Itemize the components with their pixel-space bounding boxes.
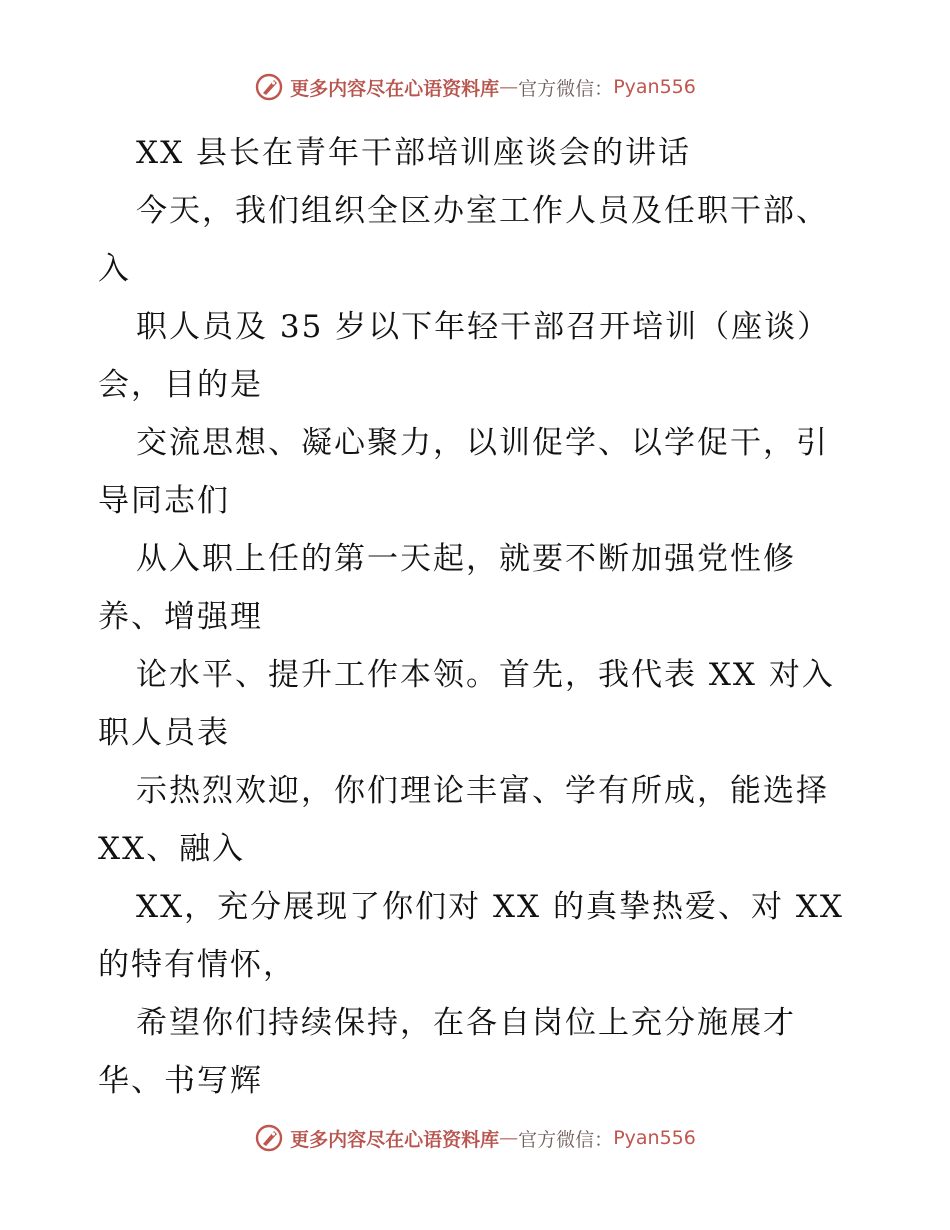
watermark-sub-text: 官方微信：	[518, 77, 614, 100]
watermark-dash: —	[499, 76, 519, 98]
watermark-main-text: 更多内容尽在心语资料库	[290, 1128, 500, 1151]
watermark-dash: —	[499, 1127, 519, 1149]
paragraph-line: XX、融入	[98, 831, 246, 867]
paragraph-line: 入	[98, 251, 131, 287]
paragraph-line: 养、增强理	[98, 599, 263, 635]
paragraph-line: 导同志们	[98, 483, 230, 519]
watermark-sub-text: 官方微信：	[518, 1128, 614, 1151]
document-body	[98, 124, 858, 1110]
paragraph-line: 今天，我们组织全区办室工作人员及任职干部、	[136, 193, 829, 229]
watermark-main-text: 更多内容尽在心语资料库	[290, 77, 500, 100]
paragraph-line: 会，目的是	[98, 367, 263, 403]
footer-watermark	[0, 1123, 950, 1153]
paragraph-line: 的特有情怀，	[98, 947, 296, 983]
document-title: XX 县长在青年干部培训座谈会的讲话	[136, 135, 691, 171]
paragraph-line: XX，充分展现了你们对 XX 的真挚热爱、对 XX	[136, 889, 844, 925]
paragraph-line: 从入职上任的第一天起，就要不断加强党性修	[136, 541, 796, 577]
watermark-account: Pyan556	[613, 76, 696, 98]
paragraph-line: 希望你们持续保持，在各自岗位上充分施展才	[136, 1005, 796, 1041]
watermark-account: Pyan556	[613, 1127, 696, 1149]
paragraph-line: 华、书写辉	[98, 1063, 263, 1099]
paragraph-line: 职人员及 35 岁以下年轻干部召开培训（座谈）	[136, 309, 831, 345]
pen-nib-circle-icon	[254, 72, 284, 102]
paragraph-line: 论水平、提升工作本领。首先，我代表 XX 对入	[136, 657, 835, 693]
paragraph-line: 交流思想、凝心聚力，以训促学、以学促干，引	[136, 425, 829, 461]
header-watermark	[0, 72, 950, 102]
pen-nib-circle-icon	[254, 1123, 284, 1153]
paragraph-line: 职人员表	[98, 715, 230, 751]
paragraph-line: 示热烈欢迎，你们理论丰富、学有所成，能选择	[136, 773, 829, 809]
